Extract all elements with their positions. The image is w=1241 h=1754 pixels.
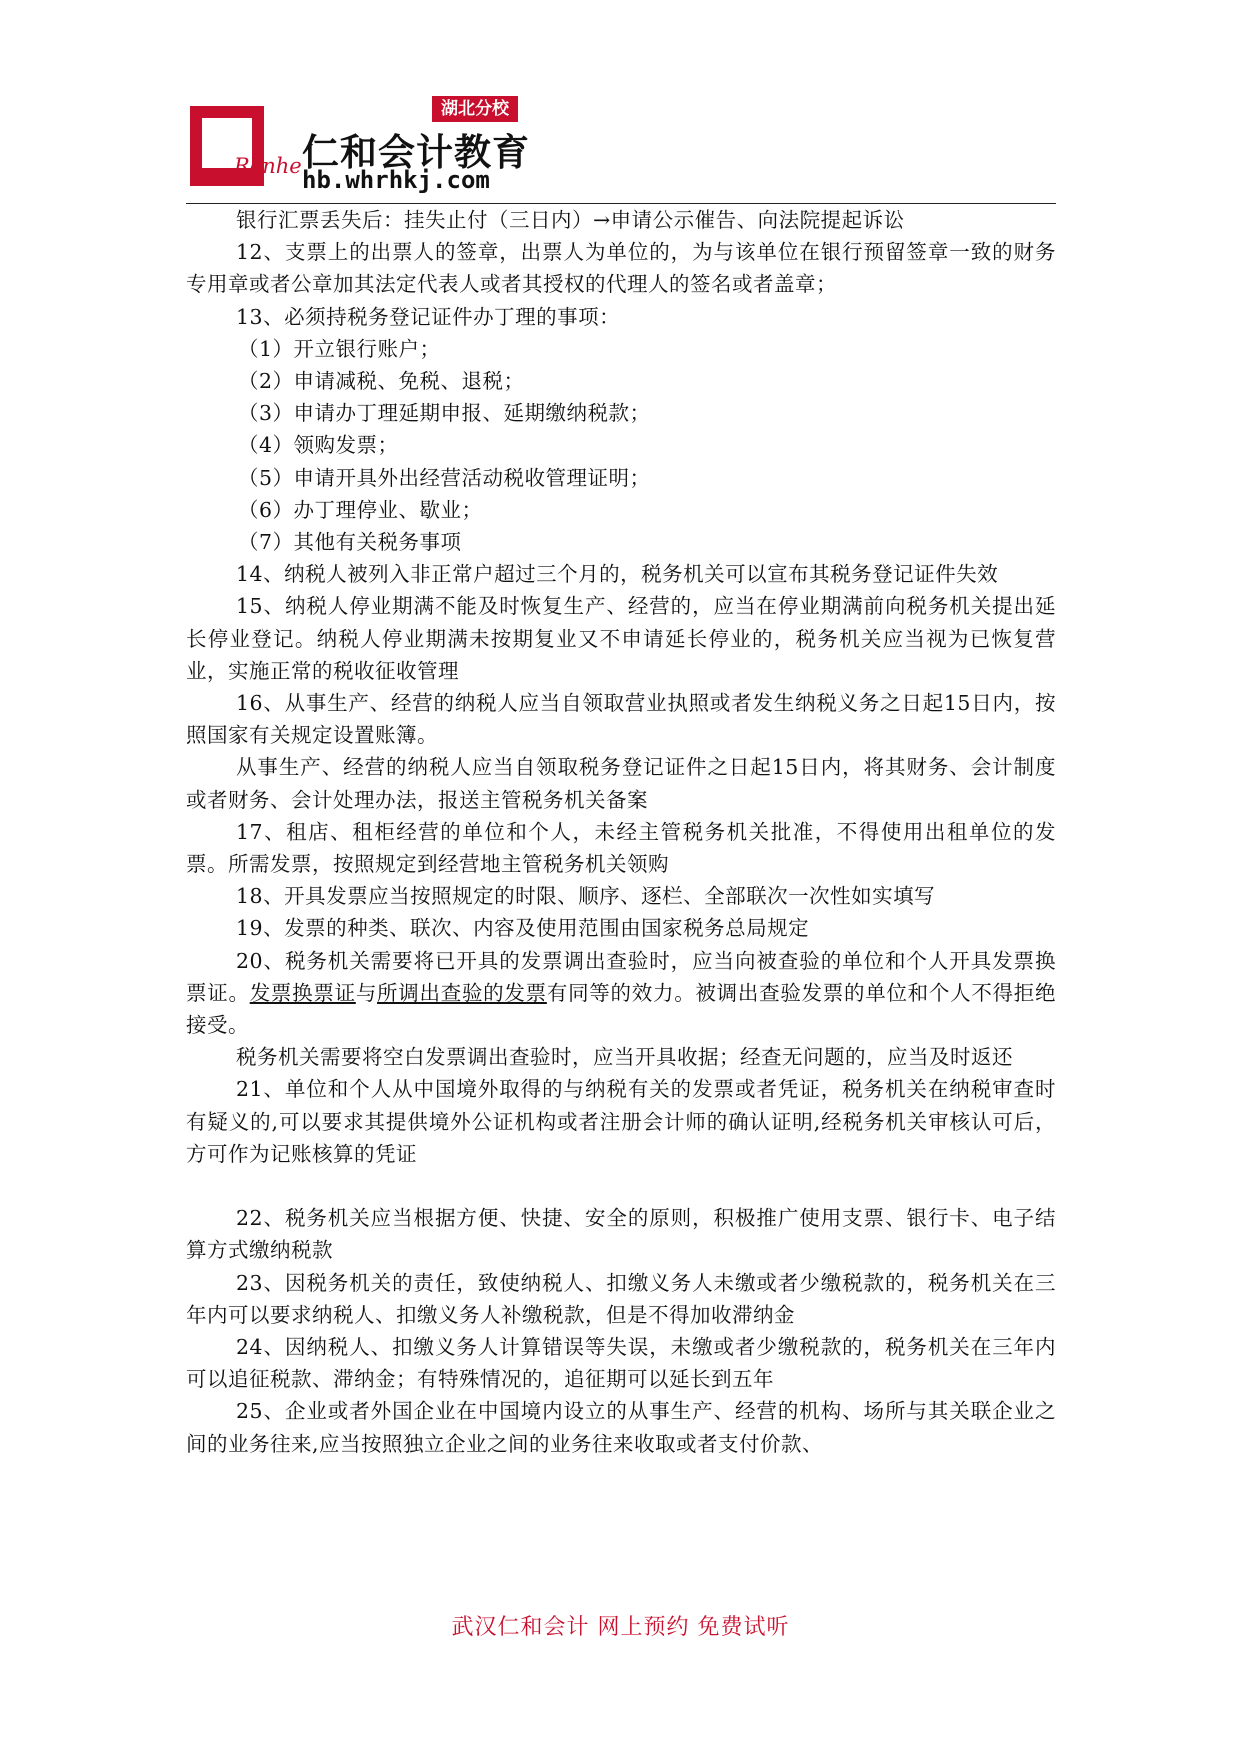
paragraph-17: 17、租店、租柜经营的单位和个人，未经主管税务机关批准，不得使用出租单位的发票。所需发票，按照规定到经营地主管税务机关领购 <box>186 819 1056 877</box>
paragraph-20-text-b: 与 <box>355 980 378 1005</box>
brand-name: 仁和会计教育 <box>302 131 530 174</box>
list-item: （2）申请减税、免税、退税； <box>238 369 525 394</box>
paragraph-16b: 从事生产、经营的纳税人应当自领取税务登记证件之日起15日内，将其财务、会计制度或者财务、会计处理办法，报送主管税务机关备案 <box>186 755 1056 812</box>
paragraph-18: 18、开具发票应当按照规定的时限、顺序、逐栏、全部联次一次性如实填写 <box>236 884 936 909</box>
paragraph-19: 19、发票的种类、联次、内容及使用范围由国家税务总局规定 <box>236 916 810 941</box>
list-item: （6）办丁理停业、歇业； <box>238 497 483 522</box>
list-item: （4）领购发票； <box>238 433 399 458</box>
paragraph-13: 13、必须持税务登记证件办丁理的事项： <box>236 304 621 329</box>
paragraph-15: 15、纳税人停业期满不能及时恢复生产、经营的，应当在停业期满前向税务机关提出延长停业登记。纳税人停业期满未按期复业又不申请延长停业的，税务机关应当视为已恢复营业，实施正常的税收征收管理 <box>186 594 1056 683</box>
list-item: （7）其他有关税务事项 <box>238 530 462 555</box>
list-item: （3）申请办丁理延期申报、延期缴纳税款； <box>238 401 651 426</box>
paragraph-22: 22、税务机关应当根据方便、快捷、安全的原则，积极推广使用支票、银行卡、电子结算方式缴纳税款 <box>186 1206 1056 1263</box>
paragraph-12: 12、支票上的出票人的签章，出票人为单位的，为与该单位在银行预留签章一致的财务专用章或者公章加其法定代表人或者其授权的代理人的签名或者盖章； <box>186 240 1056 297</box>
blank-line <box>186 1170 1056 1202</box>
paragraph-20-text-a: 20、税务机关需要将已开具的发票调出查验时，应当向被查验的单位和个人开具发票换票证。 <box>186 948 1056 1005</box>
paragraph-14: 14、纳税人被列入非正常户超过三个月的，税务机关可以宣布其税务登记证件失效 <box>236 562 999 587</box>
list-item: （5）申请开具外出经营活动税收管理证明； <box>238 465 651 490</box>
paragraph-24: 24、因纳税人、扣缴义务人计算错误等失误，未缴或者少缴税款的，税务机关在三年内可以追征税款、滞纳金；有特殊情况的，追征期可以延长到五年 <box>186 1334 1056 1392</box>
brand-url: hb.whrhkj.com <box>302 166 490 194</box>
paragraph-21: 21、单位和个人从中国境外取得的与纳税有关的发票或者凭证，税务机关在纳税审查时有疑义的,可以要求其提供境外公证机构或者注册会计师的确认证明,经税务机关审核认可后，方可作为记账核算的凭证 <box>186 1077 1056 1166</box>
paragraph-20 <box>186 945 1056 1042</box>
paragraph-25: 25、企业或者外国企业在中国境内设立的从事生产、经营的机构、场所与其关联企业之间的业务往来,应当按照独立企业之间的业务往来收取或者支付价款、 <box>186 1399 1056 1456</box>
logo-script-text: Renhe <box>234 154 302 178</box>
paragraph-20b: 税务机关需要将空白发票调出查验时，应当开具收据；经查无问题的，应当及时返还 <box>236 1045 1013 1070</box>
footer-promo: 武汉仁和会计 网上预约 免费试听 <box>451 1615 790 1640</box>
paragraph-16: 16、从事生产、经营的纳税人应当自领取营业执照或者发生纳税义务之日起15日内，按照国家有关规定设置账簿。 <box>186 691 1056 748</box>
paragraph-20-text-c: 有同等的效力。被调出查验发票的单位和个人不得拒绝接受。 <box>186 980 1057 1038</box>
document-body <box>186 204 1056 1460</box>
branch-badge: 湖北分校 <box>432 96 518 122</box>
underlined-term-inspected-invoice: 所调出查验的发票 <box>377 980 547 1005</box>
paragraph-23: 23、因税务机关的责任，致使纳税人、扣缴义务人未缴或者少缴税款的，税务机关在三年内可以要求纳税人、扣缴义务人补缴税款，但是不得加收滞纳金 <box>186 1270 1056 1327</box>
underlined-term-exchange-certificate: 发票换票证 <box>249 980 356 1005</box>
page-header <box>186 96 1056 206</box>
renhe-logo <box>190 106 302 192</box>
list-item: （1）开立银行账户； <box>238 336 441 361</box>
paragraph-bank-draft-loss: 银行汇票丢失后：挂失止付（三日内）→申请公示催告、向法院提起诉讼 <box>236 208 905 232</box>
